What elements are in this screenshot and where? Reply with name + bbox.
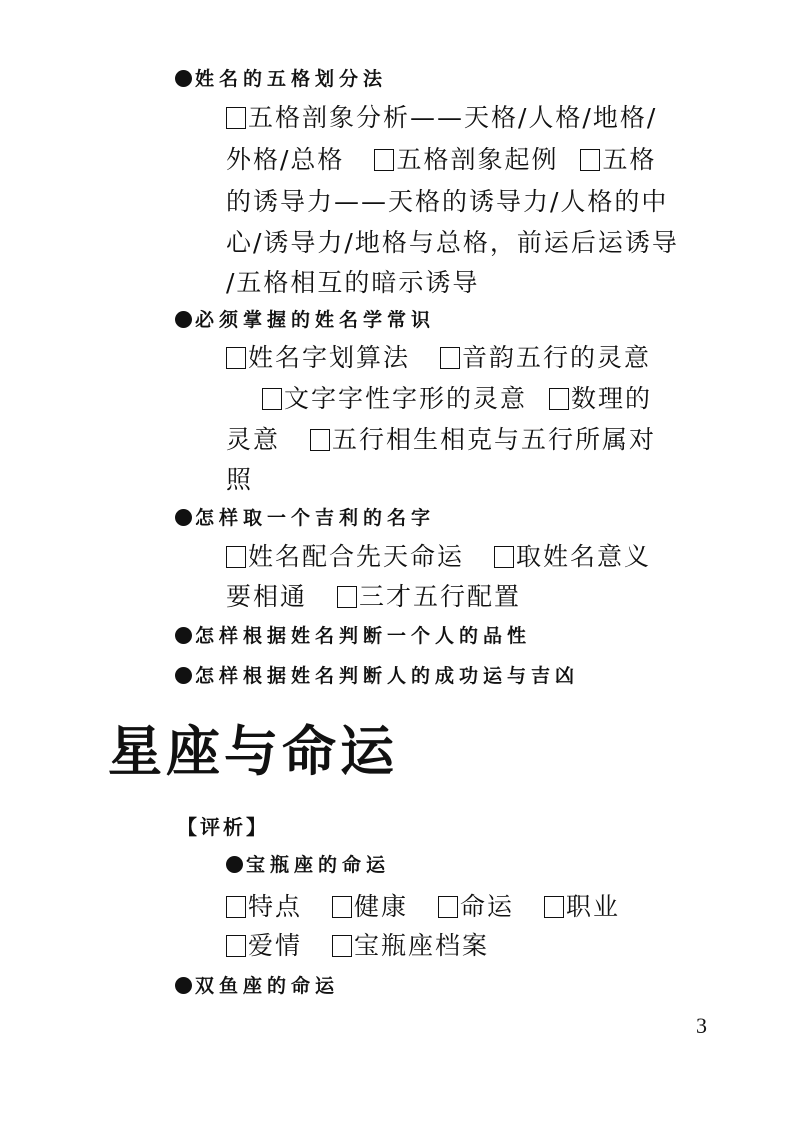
checkbox-icon [226, 935, 246, 957]
checkbox-icon [440, 347, 460, 369]
section-heading-five-grid: 姓名的五格划分法 [175, 67, 387, 91]
checkbox-icon [226, 347, 246, 369]
list-item: 要相通 [226, 582, 308, 611]
section-heading-pisces: 双鱼座的命运 [175, 974, 339, 998]
list-item: 五格 [602, 145, 657, 174]
list-item: 外格/总格 [226, 145, 345, 174]
body-line [226, 463, 253, 497]
list-item: 音韵五行的灵意 [462, 343, 652, 372]
bullet-icon [175, 667, 192, 684]
body-line [226, 185, 668, 219]
section-heading-character: 怎样根据姓名判断一个人的品性 [175, 624, 531, 648]
list-item: 灵意 [226, 425, 281, 454]
checkbox-icon [310, 429, 330, 451]
list-item: 姓名配合先天命运 [248, 542, 465, 571]
bullet-icon [175, 311, 192, 328]
body-line [226, 266, 479, 300]
checkbox-icon [262, 388, 282, 410]
body-line [226, 382, 652, 416]
checkbox-icon [226, 546, 246, 568]
body-line [226, 580, 521, 614]
list-item: /五格相互的暗示诱导 [226, 268, 480, 297]
checkbox-icon [549, 388, 569, 410]
bullet-icon [226, 856, 243, 873]
list-item: 数理的 [571, 384, 653, 413]
list-item: 宝瓶座档案 [354, 931, 490, 960]
section-heading-success-fortune: 怎样根据姓名判断人的成功运与吉凶 [175, 664, 579, 688]
body-line [226, 540, 651, 574]
section-heading-aquarius: 宝瓶座的命运 [226, 853, 390, 877]
body-line [226, 423, 656, 457]
body-line [226, 226, 679, 260]
bullet-icon [175, 627, 192, 644]
list-item: 命运 [460, 892, 515, 921]
bullet-icon [175, 509, 192, 526]
checkbox-icon [374, 149, 394, 171]
list-item: 职业 [566, 892, 621, 921]
list-item: 三才五行配置 [359, 582, 522, 611]
checkbox-icon [580, 149, 600, 171]
checkbox-icon [544, 896, 564, 918]
checkbox-icon [494, 546, 514, 568]
analysis-label: 【评析】 [177, 815, 269, 839]
body-line [226, 143, 656, 177]
checkbox-icon [226, 896, 246, 918]
page-number: 3 [696, 1013, 707, 1038]
checkbox-icon [332, 896, 352, 918]
list-item: 心/诱导力/地格与总格，前运后运诱导 [226, 228, 679, 257]
list-item: 五格剖象分析——天格/人格/地格/ [248, 103, 658, 132]
list-item: 的诱导力——天格的诱导力/人格的中 [226, 187, 669, 216]
list-item: 爱情 [248, 931, 303, 960]
list-item: 五行相生相克与五行所属对 [332, 425, 657, 454]
checkbox-icon [337, 586, 357, 608]
list-item: 五格剖象起例 [396, 145, 559, 174]
list-item: 姓名字划算法 [248, 343, 411, 372]
bullet-icon [175, 977, 192, 994]
section-heading-lucky-name: 怎样取一个吉利的名字 [175, 506, 435, 530]
body-line [226, 341, 651, 375]
list-item: 健康 [354, 892, 409, 921]
list-item: 文字字性字形的灵意 [284, 384, 528, 413]
body-line [226, 929, 489, 963]
body-line [226, 101, 657, 135]
checkbox-icon [226, 107, 246, 129]
section-heading-name-knowledge: 必须掌握的姓名学常识 [175, 308, 435, 332]
checkbox-icon [438, 896, 458, 918]
list-item: 特点 [248, 892, 303, 921]
bullet-icon [175, 70, 192, 87]
list-item: 照 [226, 465, 254, 494]
chapter-title: 星座与命运 [108, 719, 398, 783]
list-item: 取姓名意义 [516, 542, 652, 571]
checkbox-icon [332, 935, 352, 957]
body-line [226, 890, 620, 924]
